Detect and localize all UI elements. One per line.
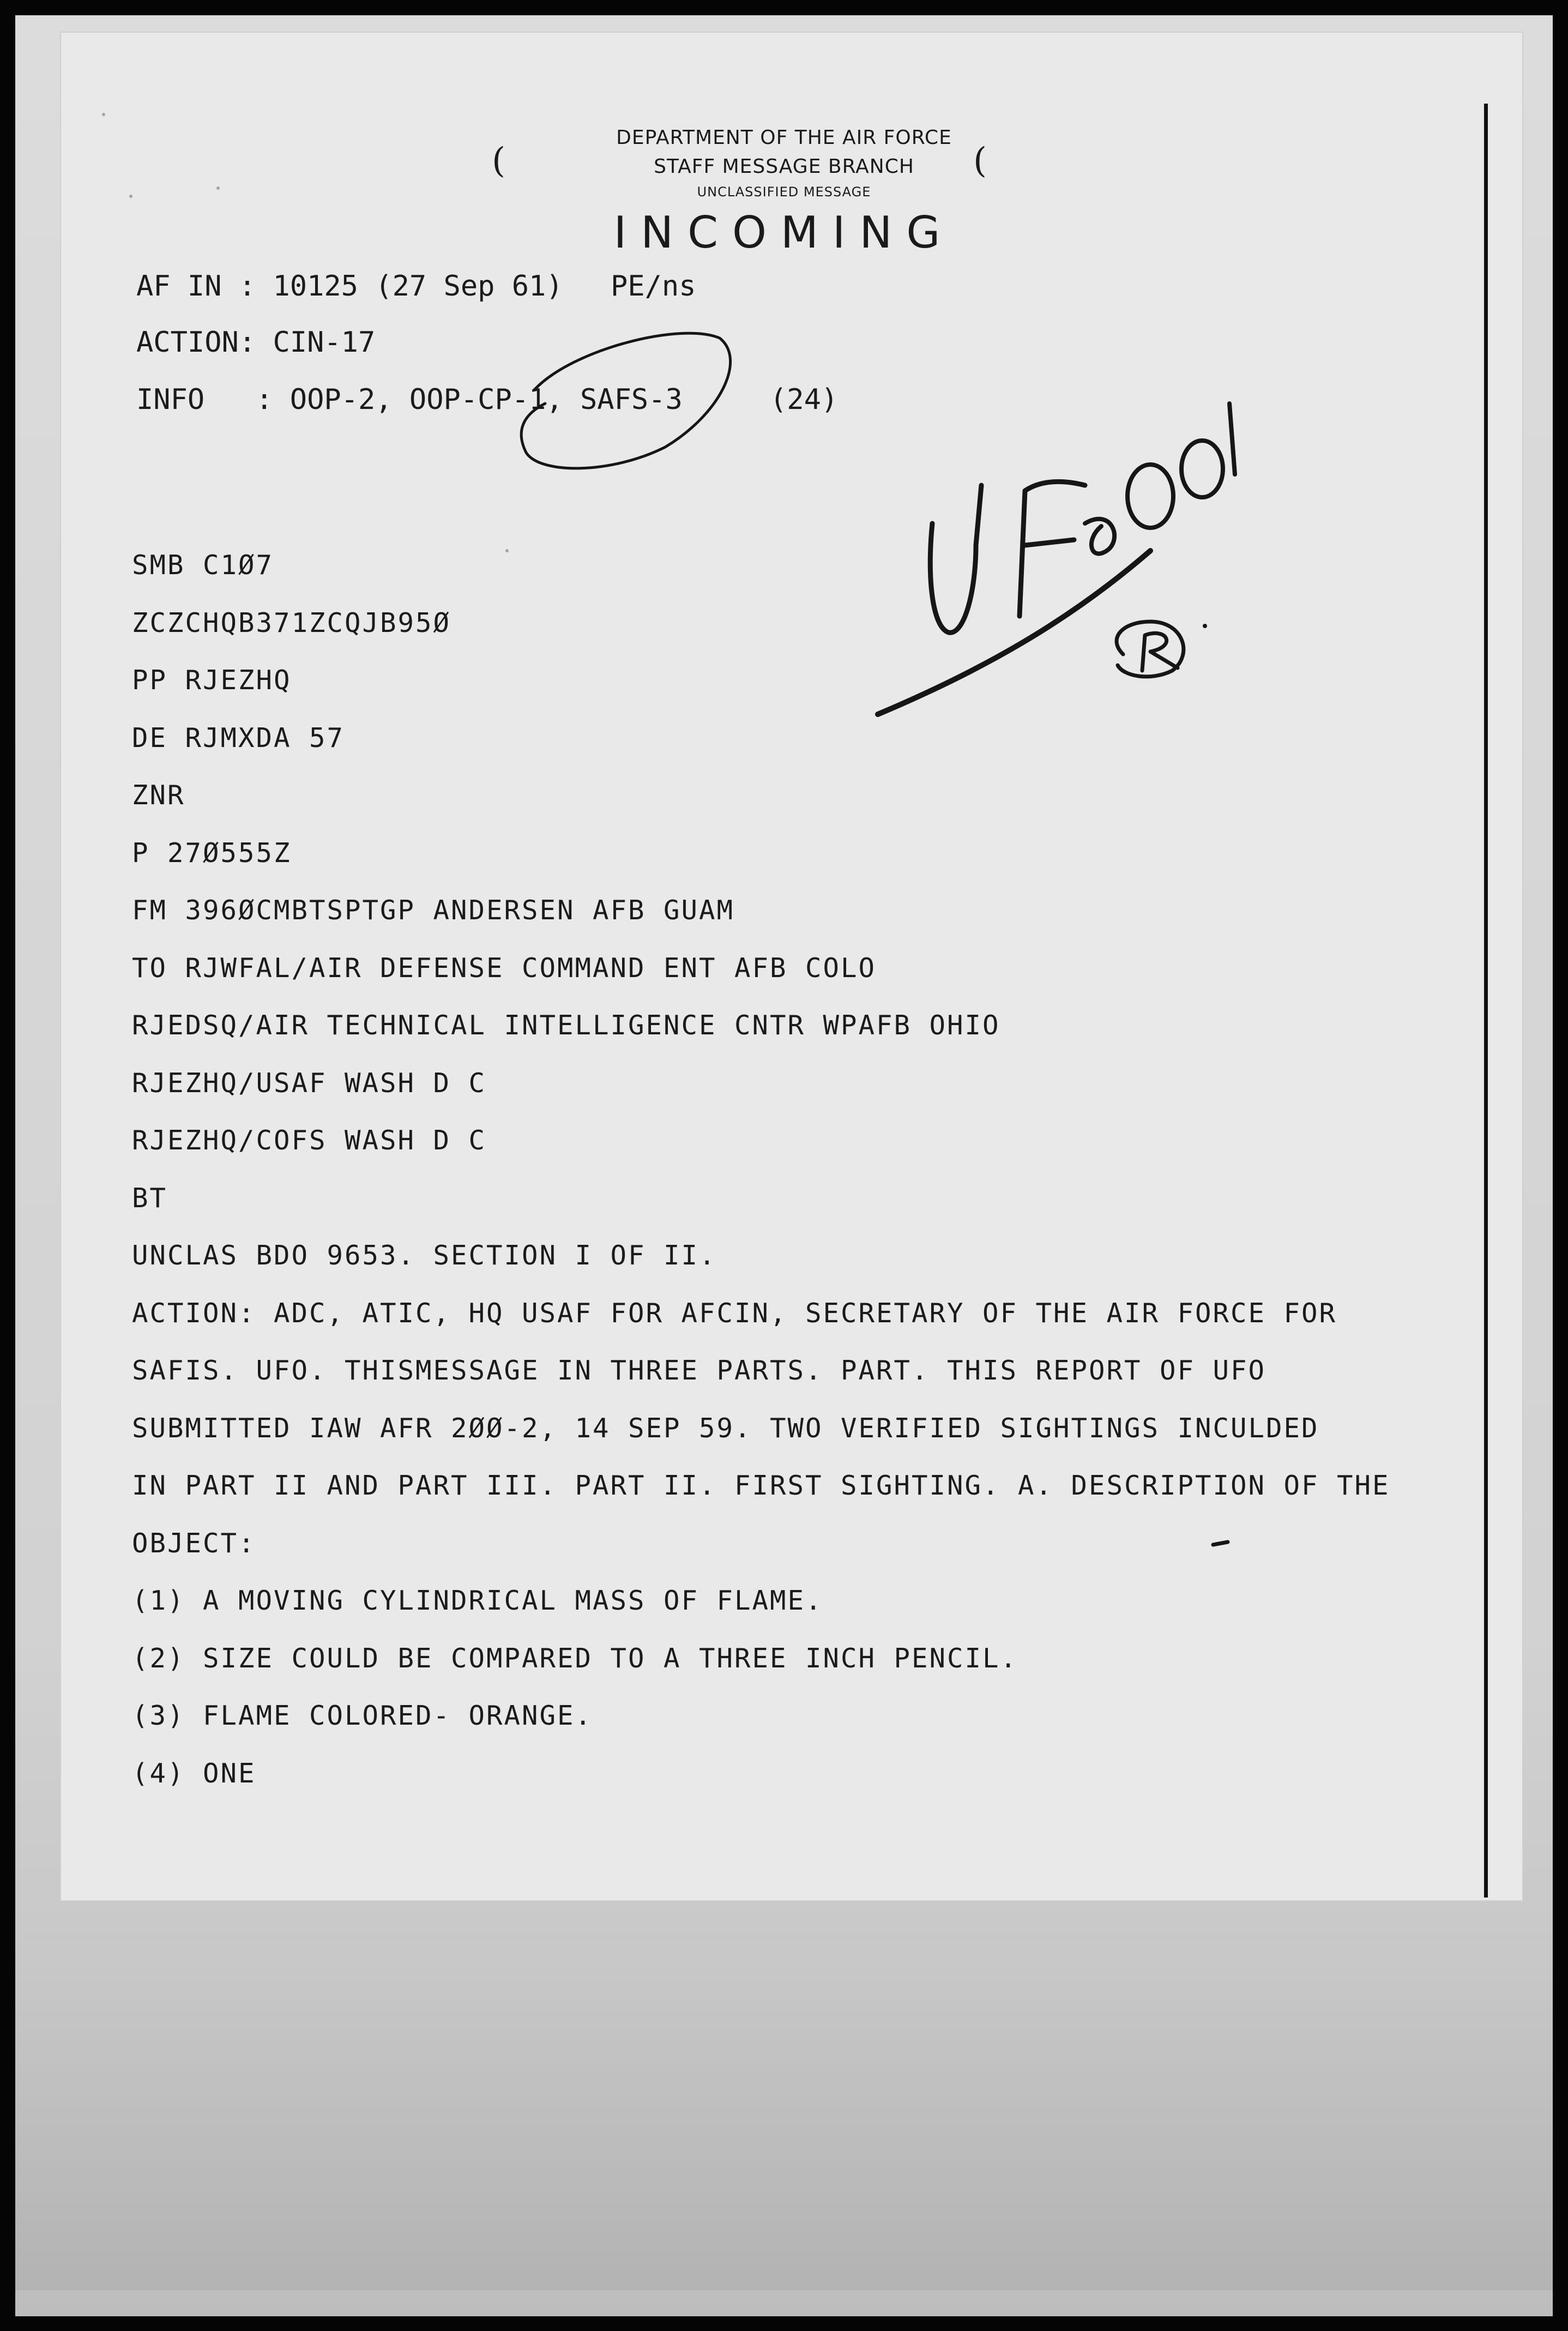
incoming-title: INCOMING bbox=[613, 207, 955, 258]
af-in-field: AF IN : 10125 (27 Sep 61) bbox=[136, 270, 563, 303]
message-line: SUBMITTED IAW AFR 2ØØ-2, 14 SEP 59. TWO VERIFIED SIGHTINGS INCULDED bbox=[132, 1412, 1319, 1444]
copy-count: (24) bbox=[770, 383, 839, 416]
message-line: ZNR bbox=[132, 780, 185, 811]
header-paren-left: ( bbox=[492, 141, 505, 181]
handwritten-dash bbox=[1085, 519, 1114, 554]
handwritten-zero-2 bbox=[1181, 441, 1223, 497]
classification-heading: UNCLASSIFIED MESSAGE bbox=[697, 184, 871, 200]
message-line: SMB C1Ø7 bbox=[132, 550, 274, 581]
message-line: IN PART II AND PART III. PART II. FIRST SIGHTING. A. DESCRIPTION OF THE bbox=[132, 1470, 1390, 1501]
safs-circle bbox=[521, 333, 730, 468]
handwritten-zero-1 bbox=[1127, 465, 1173, 528]
handwritten-f bbox=[1020, 481, 1085, 616]
message-line: BT bbox=[132, 1182, 168, 1214]
message-line: DE RJMXDA 57 bbox=[132, 722, 345, 754]
message-line: FM 396ØCMBTSPTGP ANDERSEN AFB GUAM bbox=[132, 895, 735, 926]
message-line: RJEDSQ/AIR TECHNICAL INTELLIGENCE CNTR WPAFB OHIO bbox=[132, 1010, 1000, 1041]
message-line: SAFIS. UFO. THISMESSAGE IN THREE PARTS. PART. THIS REPORT OF UFO bbox=[132, 1355, 1267, 1386]
message-line: P 27Ø555Z bbox=[132, 837, 292, 869]
handwritten-underline bbox=[878, 551, 1150, 714]
message-line: ACTION: ADC, ATIC, HQ USAF FOR AFCIN, SECRETARY OF THE AIR FORCE FOR bbox=[132, 1297, 1337, 1329]
message-line: OBJECT: bbox=[132, 1527, 256, 1559]
message-line: RJEZHQ/COFS WASH D C bbox=[132, 1125, 487, 1156]
action-field: ACTION: CIN-17 bbox=[136, 326, 376, 359]
handwritten-circle-r bbox=[1117, 622, 1184, 677]
message-line: (1) A MOVING CYLINDRICAL MASS OF FLAME. bbox=[132, 1585, 823, 1616]
message-line: (3) FLAME COLORED- ORANGE. bbox=[132, 1700, 593, 1731]
message-line: RJEZHQ/USAF WASH D C bbox=[132, 1067, 487, 1099]
handwritten-u bbox=[930, 485, 981, 633]
handwritten-one bbox=[1229, 403, 1235, 474]
header-paren-right: ( bbox=[973, 141, 987, 181]
message-line: (4) ONE bbox=[132, 1757, 256, 1789]
initials-field: PE/ns bbox=[611, 270, 696, 303]
department-heading: DEPARTMENT OF THE AIR FORCE bbox=[616, 127, 952, 149]
message-line: PP RJEZHQ bbox=[132, 665, 292, 696]
message-line: UNCLAS BDO 9653. SECTION I OF II. bbox=[132, 1240, 717, 1271]
message-line: (2) SIZE COULD BE COMPARED TO A THREE INCH PENCIL. bbox=[132, 1642, 1018, 1674]
branch-heading: STAFF MESSAGE BRANCH bbox=[654, 155, 914, 178]
message-line: ZCZCHQB371ZCQJB95Ø bbox=[132, 607, 451, 639]
message-line: TO RJWFAL/AIR DEFENSE COMMAND ENT AFB COLO bbox=[132, 952, 877, 984]
info-field: INFO : OOP-2, OOP-CP-1, SAFS-3 bbox=[136, 383, 683, 416]
handwritten-r bbox=[1142, 633, 1178, 671]
